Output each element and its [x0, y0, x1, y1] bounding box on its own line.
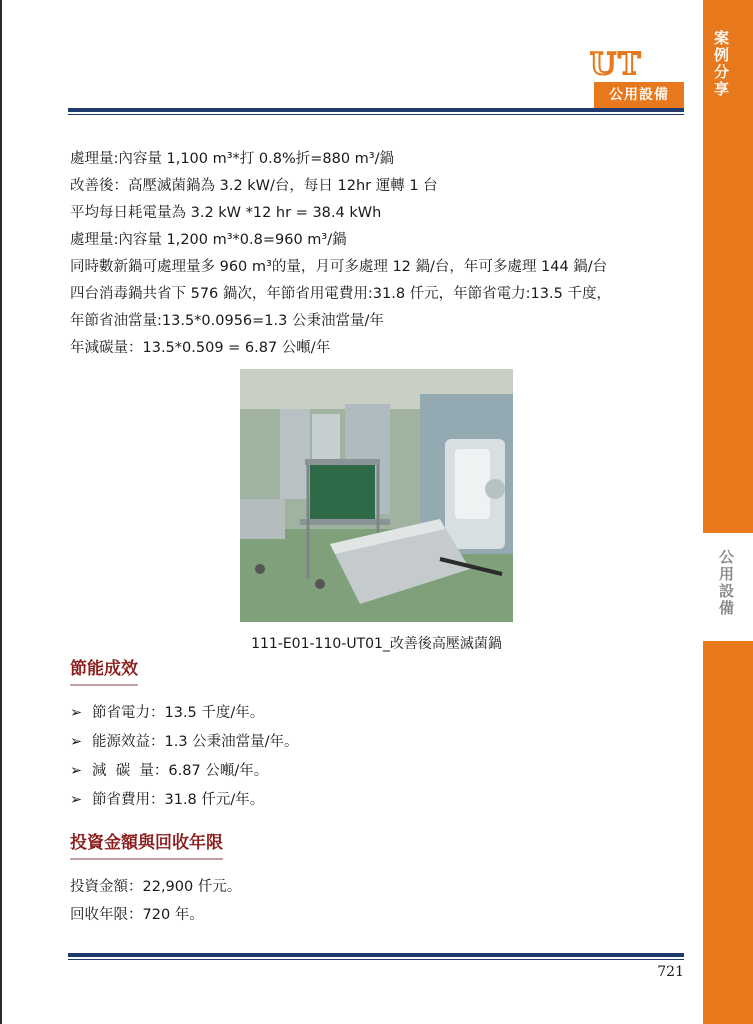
header-rule-thin	[68, 114, 684, 115]
header-rule	[68, 108, 684, 112]
autoclave-photo	[240, 369, 513, 622]
body-line: 年減碳量：13.5*0.509 = 6.87 公噸/年	[70, 340, 331, 356]
ut-logo-text: UT	[590, 47, 643, 82]
side-tab-strip	[703, 0, 753, 1024]
body-text	[70, 146, 690, 362]
section-title-investment: 投資金額與回收年限	[70, 832, 223, 860]
body-line: 平均每日耗電量為 3.2 kW *12 hr = 38.4 kWh	[70, 205, 382, 221]
body-line: 處理量:內容量 1,100 m³*打 0.8%折=880 m³/鍋	[70, 151, 395, 167]
page-number: 721	[657, 964, 684, 980]
list-item-text: 節省費用：31.8 仟元/年。	[92, 792, 265, 808]
energy-savings-list	[70, 699, 299, 815]
investment-text	[70, 873, 241, 929]
list-item	[70, 786, 299, 815]
list-item	[70, 728, 299, 757]
list-item	[70, 699, 299, 728]
arrow-bullet-icon: ➢	[70, 763, 83, 779]
figure-caption: 111-E01-110-UT01_改善後高壓滅菌鍋	[251, 636, 502, 652]
body-line: 改善後：高壓滅菌鍋為 3.2 kW/台，每日 12hr 運轉 1 台	[70, 178, 438, 194]
category-label: 公用設備	[594, 82, 684, 108]
ut-logo	[590, 48, 684, 82]
arrow-bullet-icon: ➢	[70, 705, 83, 721]
investment-line: 回收年限：720 年。	[70, 907, 204, 923]
list-item	[70, 757, 299, 786]
body-line: 同時數新鍋可處理量多 960 m³的量，月可多處理 12 鍋/台，年可多處理 144 鍋/台	[70, 259, 608, 275]
body-line: 處理量:內容量 1,200 m³*0.8=960 m³/鍋	[70, 232, 347, 248]
investment-line: 投資金額：22,900 仟元。	[70, 879, 242, 895]
side-tab-utilities[interactable]	[703, 533, 753, 641]
section-title-energy-savings: 節能成效	[70, 658, 138, 686]
page-left-border	[0, 0, 2, 1024]
list-item-text: 節省電力：13.5 千度/年。	[92, 705, 265, 721]
footer-rule-thin	[68, 959, 684, 960]
footer-rule	[68, 953, 684, 957]
list-item-text: 減 碳 量：6.87 公噸/年。	[92, 763, 269, 779]
side-tab-case-sharing[interactable]: 案例分享	[712, 30, 730, 98]
body-line: 年節省油當量:13.5*0.0956=1.3 公秉油當量/年	[70, 313, 384, 329]
arrow-bullet-icon: ➢	[70, 734, 83, 750]
side-tab-utilities-label: 公用設備	[717, 549, 735, 617]
arrow-bullet-icon: ➢	[70, 792, 83, 808]
list-item-text: 能源效益：1.3 公秉油當量/年。	[92, 734, 299, 750]
body-line: 四台消毒鍋共省下 576 鍋次，年節省用電費用:31.8 仟元，年節省電力:13.5 千度，	[70, 286, 611, 302]
